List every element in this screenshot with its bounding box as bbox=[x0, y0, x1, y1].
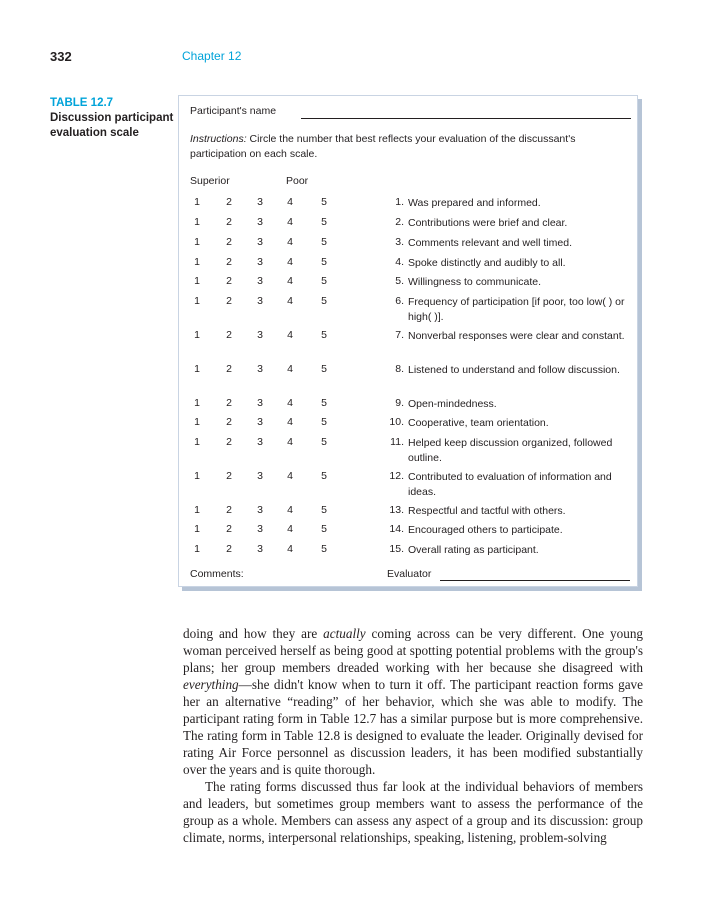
scale-option-5[interactable]: 5 bbox=[321, 295, 327, 307]
scale-option-4[interactable]: 4 bbox=[287, 397, 293, 409]
scale-option-5[interactable]: 5 bbox=[321, 256, 327, 268]
participant-name-line bbox=[301, 118, 631, 119]
page-number: 332 bbox=[50, 49, 72, 64]
instructions-text: Circle the number that best reflects your evaluation of the discussant's participation on each scale. bbox=[190, 133, 576, 160]
scale-option-3[interactable]: 3 bbox=[257, 504, 263, 516]
scale-option-2[interactable]: 2 bbox=[226, 470, 232, 482]
scale-option-5[interactable]: 5 bbox=[321, 236, 327, 248]
item-text: Encouraged others to participate. bbox=[408, 524, 563, 536]
scale-option-1[interactable]: 1 bbox=[194, 397, 200, 409]
scale-option-2[interactable]: 2 bbox=[226, 504, 232, 516]
item-number: 13. bbox=[389, 504, 404, 516]
paragraph bbox=[183, 625, 643, 778]
text-run: coming across can be very different. One young woman perceived herself as being good at spotting potential problems with the group's plans; her group members dreaded working with her because she disagreed with bbox=[183, 626, 644, 675]
scale-option-2[interactable]: 2 bbox=[226, 397, 232, 409]
scale-option-3[interactable]: 3 bbox=[257, 523, 263, 535]
scale-option-3[interactable]: 3 bbox=[257, 397, 263, 409]
scale-option-1[interactable]: 1 bbox=[194, 196, 200, 208]
scale-option-3[interactable]: 3 bbox=[257, 363, 263, 375]
scale-option-1[interactable]: 1 bbox=[194, 295, 200, 307]
scale-option-3[interactable]: 3 bbox=[257, 236, 263, 248]
instructions-lead: Instructions: bbox=[190, 133, 247, 145]
item-number: 8. bbox=[395, 363, 404, 375]
evaluator-label: Evaluator bbox=[387, 568, 432, 580]
item-number: 15. bbox=[389, 543, 404, 555]
body-text bbox=[183, 625, 643, 846]
item-text: Was prepared and informed. bbox=[408, 197, 541, 209]
scale-option-3[interactable]: 3 bbox=[257, 470, 263, 482]
scale-option-1[interactable]: 1 bbox=[194, 436, 200, 448]
scale-option-5[interactable]: 5 bbox=[321, 543, 327, 555]
scale-option-5[interactable]: 5 bbox=[321, 196, 327, 208]
emphasis: actually bbox=[323, 626, 366, 641]
scale-option-4[interactable]: 4 bbox=[287, 504, 293, 516]
table-title: Discussion participant evaluation scale bbox=[50, 112, 174, 139]
item-text: Nonverbal responses were clear and constant. bbox=[408, 330, 625, 342]
scale-option-1[interactable]: 1 bbox=[194, 543, 200, 555]
scale-option-5[interactable]: 5 bbox=[321, 523, 327, 535]
chapter-label: Chapter 12 bbox=[182, 49, 242, 63]
item-number: 3. bbox=[395, 236, 404, 248]
scale-option-4[interactable]: 4 bbox=[287, 275, 293, 287]
item-text: Willingness to communicate. bbox=[408, 276, 542, 288]
item-text: Helped keep discussion organized, followed outline. bbox=[408, 437, 613, 464]
item-text: Contributions were brief and clear. bbox=[408, 217, 568, 229]
item-text: Overall rating as participant. bbox=[408, 544, 539, 556]
scale-option-4[interactable]: 4 bbox=[287, 363, 293, 375]
item-number: 12. bbox=[389, 470, 404, 482]
scale-option-1[interactable]: 1 bbox=[194, 256, 200, 268]
table-caption bbox=[50, 96, 175, 141]
scale-option-5[interactable]: 5 bbox=[321, 363, 327, 375]
scale-option-3[interactable]: 3 bbox=[257, 295, 263, 307]
item-text: Cooperative, team orientation. bbox=[408, 417, 549, 429]
scale-option-2[interactable]: 2 bbox=[226, 523, 232, 535]
item-text: Listened to understand and follow discussion. bbox=[408, 364, 620, 376]
item-text: Spoke distinctly and audibly to all. bbox=[408, 257, 566, 269]
text-run: doing and how they are bbox=[183, 626, 324, 641]
scale-option-2[interactable]: 2 bbox=[226, 329, 232, 341]
instructions bbox=[190, 132, 630, 162]
scale-poor-label: Poor bbox=[286, 175, 309, 187]
item-number: 10. bbox=[389, 416, 404, 428]
evaluator-line bbox=[440, 580, 630, 581]
scale-option-4[interactable]: 4 bbox=[287, 256, 293, 268]
item-number: 6. bbox=[395, 295, 404, 307]
scale-option-4[interactable]: 4 bbox=[287, 295, 293, 307]
item-number: 11. bbox=[390, 436, 404, 448]
text-run: —she didn't know when to turn it off. The participant reaction forms gave her an alternative “reading” of her behavior, which she was able to modify. The participant rating form in Table 12.7 has a similar purpose but is more comprehensive. The rating form in Table 12.8 is designed to evaluate the leader. Originally devised for rating Air Force personnel as discussion leaders, it has been modified substantially over the years and is quite thorough. bbox=[183, 677, 643, 777]
scale-option-3[interactable]: 3 bbox=[257, 275, 263, 287]
table-number: TABLE 12.7 bbox=[50, 97, 114, 109]
scale-option-5[interactable]: 5 bbox=[321, 470, 327, 482]
scale-option-1[interactable]: 1 bbox=[194, 329, 200, 341]
scale-superior-label: Superior bbox=[190, 175, 230, 187]
scale-option-4[interactable]: 4 bbox=[287, 436, 293, 448]
item-text: Respectful and tactful with others. bbox=[408, 505, 566, 517]
item-number: 1. bbox=[395, 196, 404, 208]
item-text: Comments relevant and well timed. bbox=[408, 237, 572, 249]
item-number: 5. bbox=[395, 275, 404, 287]
scale-option-4[interactable]: 4 bbox=[287, 216, 293, 228]
scale-option-2[interactable]: 2 bbox=[226, 416, 232, 428]
scale-option-1[interactable]: 1 bbox=[194, 504, 200, 516]
scale-option-1[interactable]: 1 bbox=[194, 470, 200, 482]
item-number: 9. bbox=[395, 397, 404, 409]
scale-option-1[interactable]: 1 bbox=[194, 416, 200, 428]
item-text: Contributed to evaluation of information and ideas. bbox=[408, 471, 612, 498]
scale-option-3[interactable]: 3 bbox=[257, 196, 263, 208]
scale-option-2[interactable]: 2 bbox=[226, 196, 232, 208]
scale-option-2[interactable]: 2 bbox=[226, 275, 232, 287]
scale-option-5[interactable]: 5 bbox=[321, 504, 327, 516]
item-text: Open-mindedness. bbox=[408, 398, 497, 410]
scale-option-2[interactable]: 2 bbox=[226, 436, 232, 448]
scale-option-3[interactable]: 3 bbox=[257, 416, 263, 428]
scale-option-4[interactable]: 4 bbox=[287, 470, 293, 482]
scale-option-3[interactable]: 3 bbox=[257, 436, 263, 448]
scale-option-2[interactable]: 2 bbox=[226, 363, 232, 375]
item-number: 7. bbox=[395, 329, 404, 341]
scale-option-2[interactable]: 2 bbox=[226, 295, 232, 307]
item-number: 2. bbox=[395, 216, 404, 228]
scale-option-4[interactable]: 4 bbox=[287, 236, 293, 248]
evaluation-form bbox=[178, 95, 638, 587]
comments-label: Comments: bbox=[190, 568, 244, 580]
scale-option-1[interactable]: 1 bbox=[194, 523, 200, 535]
scale-option-4[interactable]: 4 bbox=[287, 196, 293, 208]
scale-option-4[interactable]: 4 bbox=[287, 329, 293, 341]
scale-option-5[interactable]: 5 bbox=[321, 397, 327, 409]
scale-option-1[interactable]: 1 bbox=[194, 363, 200, 375]
scale-option-5[interactable]: 5 bbox=[321, 275, 327, 287]
scale-option-3[interactable]: 3 bbox=[257, 543, 263, 555]
scale-option-2[interactable]: 2 bbox=[226, 216, 232, 228]
scale-option-3[interactable]: 3 bbox=[257, 329, 263, 341]
scale-option-1[interactable]: 1 bbox=[194, 275, 200, 287]
scale-option-1[interactable]: 1 bbox=[194, 216, 200, 228]
paragraph: The rating forms discussed thus far look at the individual behaviors of members and leaders, but sometimes group members want to assess the performance of the group as a whole. Members can assess any aspect of a group and its discussion: group climate, norms, interpersonal relationships, speaking, listening, problem-solving bbox=[183, 779, 643, 845]
scale-option-1[interactable]: 1 bbox=[194, 236, 200, 248]
item-text: Frequency of participation [if poor, too low( ) or high( )]. bbox=[408, 296, 625, 323]
scale-option-5[interactable]: 5 bbox=[321, 329, 327, 341]
scale-option-5[interactable]: 5 bbox=[321, 416, 327, 428]
item-number: 14. bbox=[389, 523, 404, 535]
scale-option-5[interactable]: 5 bbox=[321, 436, 327, 448]
scale-option-5[interactable]: 5 bbox=[321, 216, 327, 228]
scale-option-2[interactable]: 2 bbox=[226, 256, 232, 268]
scale-option-3[interactable]: 3 bbox=[257, 256, 263, 268]
item-number: 4. bbox=[395, 256, 404, 268]
scale-option-4[interactable]: 4 bbox=[287, 416, 293, 428]
scale-option-2[interactable]: 2 bbox=[226, 543, 232, 555]
scale-option-4[interactable]: 4 bbox=[287, 523, 293, 535]
scale-option-4[interactable]: 4 bbox=[287, 543, 293, 555]
scale-option-2[interactable]: 2 bbox=[226, 236, 232, 248]
emphasis: everything bbox=[183, 677, 239, 692]
participant-name-label: Participant's name bbox=[190, 105, 277, 117]
scale-option-3[interactable]: 3 bbox=[257, 216, 263, 228]
